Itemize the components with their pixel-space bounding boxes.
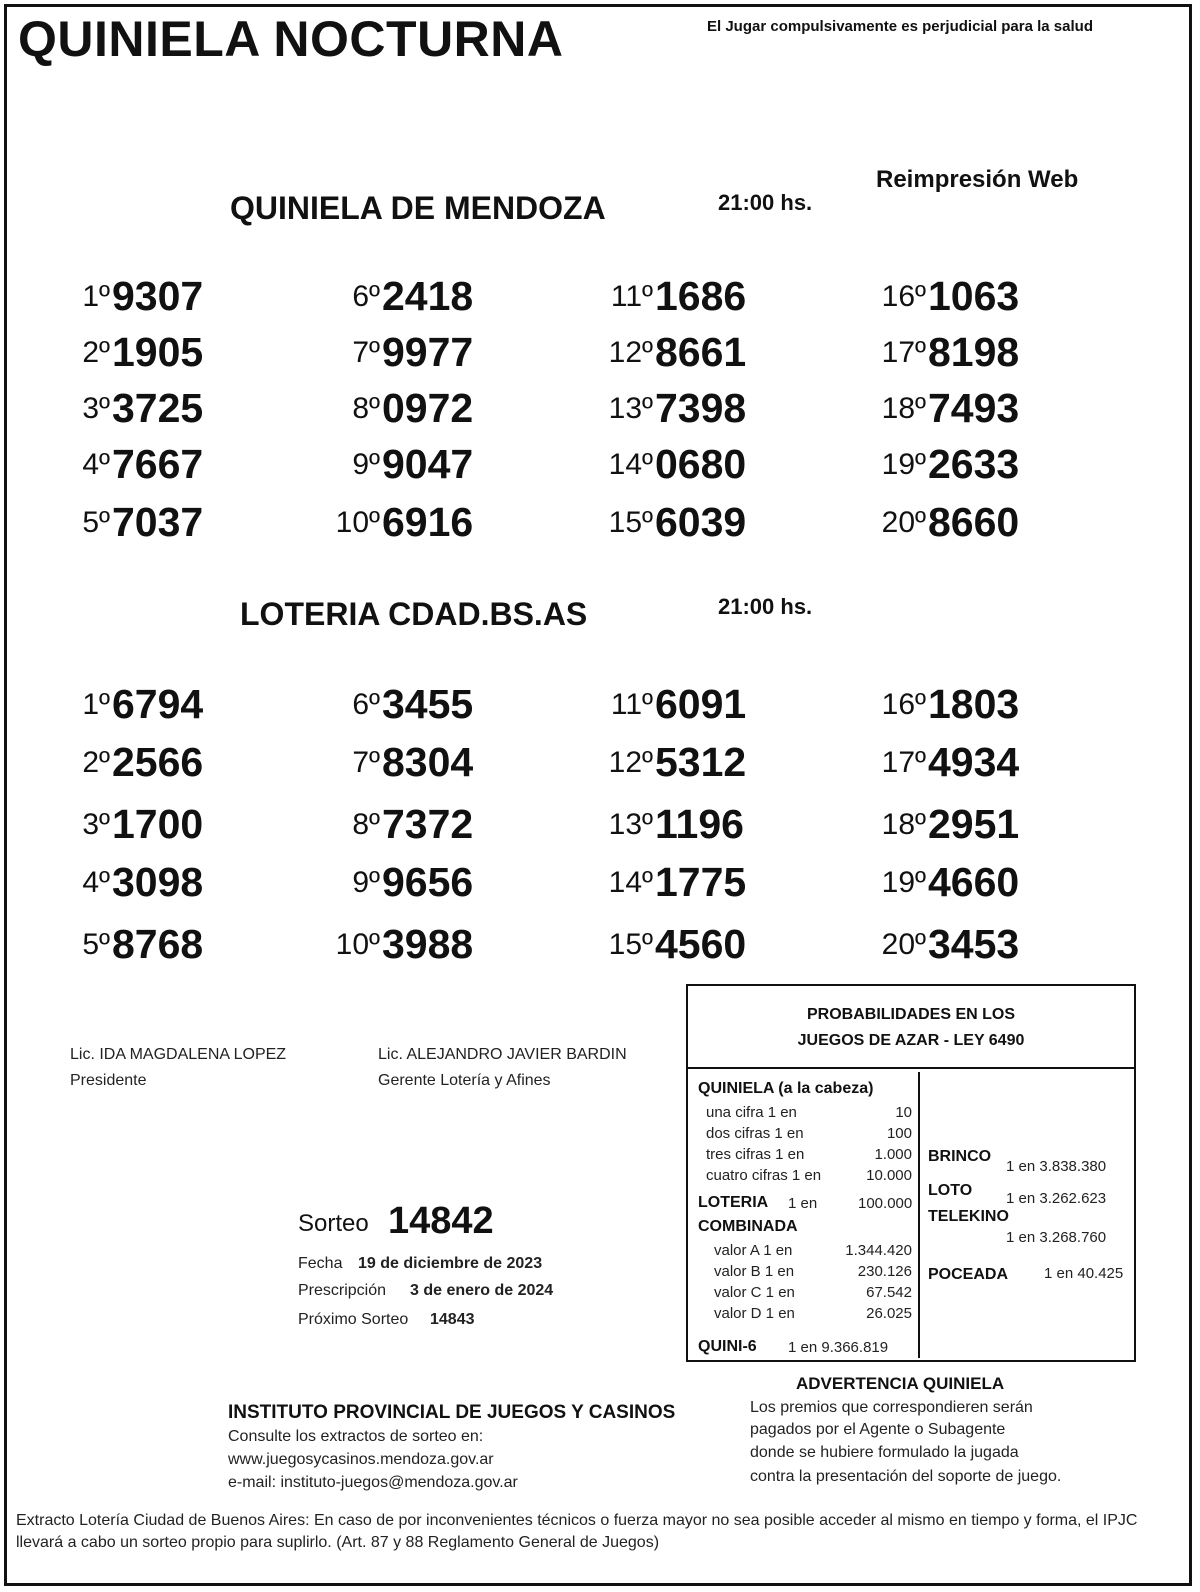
result-number: 8768: [112, 921, 204, 967]
result-cell: [0, 914, 270, 968]
result-number: 3988: [382, 921, 474, 967]
institute-info-line: Consulte los extractos de sorteo en:: [228, 1428, 484, 1445]
prob-row-label: valor A 1 en: [714, 1242, 793, 1259]
result-number: 3455: [382, 681, 474, 727]
result-cell: [0, 674, 270, 728]
result-number: 3098: [112, 859, 204, 905]
result-cell: [816, 794, 1086, 848]
result-number: 6794: [112, 681, 204, 727]
result-position: 6º: [352, 688, 380, 721]
prob-row-value: 10.000: [866, 1167, 912, 1184]
result-position: 3º: [82, 392, 110, 425]
result-position: 1º: [82, 688, 110, 721]
prob-row-label: valor D 1 en: [714, 1305, 795, 1322]
telekino-prob-label: TELEKINO: [928, 1208, 1009, 1225]
result-number: 8198: [928, 329, 1020, 375]
result-position: 6º: [352, 280, 380, 313]
reprint-label: Reimpresión Web: [876, 166, 1079, 193]
result-cell: [0, 794, 270, 848]
next-draw-label: Próximo Sorteo: [298, 1311, 409, 1328]
result-position: 9º: [352, 448, 380, 481]
result-position: 8º: [352, 808, 380, 841]
result-position: 12º: [608, 336, 653, 369]
result-number: 8304: [382, 739, 474, 785]
result-number: 6091: [655, 681, 747, 727]
result-cell: [816, 492, 1086, 546]
result-cell: [270, 852, 540, 906]
result-number: 9307: [112, 273, 204, 319]
result-number: 8660: [928, 499, 1020, 545]
result-position: 10º: [335, 506, 380, 539]
result-number: 1686: [655, 273, 747, 319]
result-cell: [0, 322, 270, 376]
result-number: 2633: [928, 441, 1020, 487]
result-number: 7667: [112, 441, 204, 487]
result-number: 9977: [382, 329, 474, 375]
loteria-prob-label: LOTERIA: [698, 1194, 769, 1211]
quiniela-prob-title: QUINIELA (a la cabeza): [698, 1080, 874, 1097]
result-cell: [270, 674, 540, 728]
result-number: 7398: [655, 385, 747, 431]
result-number: 1803: [928, 681, 1020, 727]
result-cell: [816, 852, 1086, 906]
result-cell: [816, 732, 1086, 786]
result-number: 6916: [382, 499, 474, 545]
result-number: 4934: [928, 739, 1020, 785]
result-position: 2º: [82, 746, 110, 779]
advertencia-title: ADVERTENCIA QUINIELA: [796, 1374, 1005, 1393]
result-cell: [270, 322, 540, 376]
prob-row-value: 10: [895, 1104, 912, 1121]
result-number: 4660: [928, 859, 1020, 905]
result-position: 13º: [608, 392, 653, 425]
result-number: 2418: [382, 273, 474, 319]
result-position: 17º: [881, 336, 926, 369]
result-cell: [0, 434, 270, 488]
result-cell: [0, 732, 270, 786]
result-number: 1196: [655, 801, 744, 847]
result-position: 11º: [610, 280, 653, 313]
result-number: 0972: [382, 385, 474, 431]
result-cell: [816, 322, 1086, 376]
result-position: 20º: [881, 506, 926, 539]
signature-president-name: Lic. IDA MAGDALENA LOPEZ: [70, 1046, 287, 1063]
prob-row-value: 1.344.420: [845, 1242, 912, 1259]
result-position: 7º: [352, 336, 380, 369]
result-cell: [543, 732, 813, 786]
probabilities-box: [686, 984, 1136, 1362]
result-cell: [816, 914, 1086, 968]
advertencia-line1: Los premios que correspondieren serán: [750, 1399, 1033, 1416]
result-position: 20º: [881, 928, 926, 961]
prescription-label: Prescripción: [298, 1282, 387, 1299]
poceada-prob-value: 1 en 40.425: [1044, 1265, 1124, 1282]
result-number: 2566: [112, 739, 204, 785]
institute-name: INSTITUTO PROVINCIAL DE JUEGOS Y CASINOS: [228, 1402, 676, 1423]
poceada-prob-label: POCEADA: [928, 1266, 1009, 1283]
result-position: 7º: [352, 746, 380, 779]
prescription-value: 3 de enero de 2024: [410, 1282, 554, 1299]
advertencia-line4: contra la presentación del soporte de juego.: [750, 1468, 1062, 1485]
result-cell: [270, 914, 540, 968]
prob-row-value: 26.025: [866, 1305, 912, 1322]
result-cell: [543, 322, 813, 376]
result-cell: [816, 674, 1086, 728]
brinco-prob-value: 1 en 3.838.380: [1006, 1158, 1107, 1175]
result-position: 19º: [881, 866, 926, 899]
probabilities-title-line2: JUEGOS DE AZAR - LEY 6490: [797, 1032, 1025, 1049]
result-position: 16º: [881, 280, 926, 313]
prob-row-label: tres cifras 1 en: [706, 1146, 805, 1163]
probabilities-header: [688, 986, 1134, 1069]
footer-note: Extracto Lotería Ciudad de Buenos Aires: En caso de por inconvenientes técnicos o fuerza mayor no sea posible acceder al mismo en tiempo y forma, el IPJC llevará a cabo un sorteo propio para suplirlo. (Art. 87 y 88 Reglamento General de Juegos): [16, 1512, 1138, 1551]
result-number: 9047: [382, 441, 474, 487]
draw-date-label: Fecha: [298, 1255, 343, 1272]
result-number: 3725: [112, 385, 204, 431]
probabilities-title-line1: PROBABILIDADES EN LOS: [806, 1006, 1015, 1023]
result-position: 12º: [608, 746, 653, 779]
prob-row-value: 1.000: [874, 1146, 912, 1163]
result-number: 3453: [928, 921, 1020, 967]
result-cell: [543, 674, 813, 728]
result-cell: [270, 794, 540, 848]
next-draw-value: 14843: [430, 1311, 475, 1328]
page-title: QUINIELA NOCTURNA: [18, 11, 564, 67]
result-cell: [270, 378, 540, 432]
result-number: 7037: [112, 499, 204, 545]
result-cell: [270, 732, 540, 786]
result-position: 5º: [82, 928, 110, 961]
prob-row-label: valor B 1 en: [714, 1263, 795, 1280]
result-position: 15º: [608, 928, 653, 961]
result-cell: [0, 378, 270, 432]
result-number: 5312: [655, 739, 747, 785]
result-position: 13º: [608, 808, 653, 841]
result-cell: [816, 434, 1086, 488]
result-cell: [0, 492, 270, 546]
probabilities-divider: [918, 1072, 920, 1358]
prob-row-value: 230.126: [857, 1263, 912, 1280]
result-position: 3º: [82, 808, 110, 841]
result-position: 11º: [610, 688, 653, 721]
result-cell: [543, 852, 813, 906]
result-cell: [270, 266, 540, 320]
loteria-prob-text: 1 en: [788, 1195, 818, 1212]
quini6-prob-value: 1 en 9.366.819: [788, 1339, 889, 1356]
signature-manager-name: Lic. ALEJANDRO JAVIER BARDIN: [378, 1046, 627, 1063]
result-position: 5º: [82, 506, 110, 539]
result-position: 14º: [608, 448, 653, 481]
institute-website-link[interactable]: www.juegosycasinos.mendoza.gov.ar: [228, 1451, 494, 1468]
result-position: 1º: [82, 280, 110, 313]
result-number: 4560: [655, 921, 747, 967]
result-number: 1063: [928, 273, 1020, 319]
result-position: 4º: [82, 866, 110, 899]
result-number: 9656: [382, 859, 474, 905]
advertencia-line3: donde se hubiere formulado la jugada: [750, 1444, 1019, 1461]
signature-president-role: Presidente: [70, 1072, 147, 1089]
result-number: 2951: [928, 801, 1020, 847]
result-position: 16º: [881, 688, 926, 721]
prob-row-value: 67.542: [866, 1284, 912, 1301]
result-number: 1905: [112, 329, 204, 375]
result-position: 4º: [82, 448, 110, 481]
result-number: 6039: [655, 499, 747, 545]
result-cell: [816, 266, 1086, 320]
result-cell: [816, 378, 1086, 432]
result-number: 0680: [655, 441, 747, 487]
result-cell: [0, 266, 270, 320]
result-number: 8661: [655, 329, 747, 375]
bsas-title: LOTERIA CDAD.BS.AS: [240, 596, 588, 632]
result-cell: [543, 794, 813, 848]
health-warning: El Jugar compulsivamente es perjudicial para la salud: [707, 18, 1093, 35]
result-cell: [543, 434, 813, 488]
bsas-time: 21:00 hs.: [718, 594, 813, 619]
result-position: 8º: [352, 392, 380, 425]
advertencia-line2: pagados por el Agente o Subagente: [750, 1421, 1006, 1438]
loto-prob-value: 1 en 3.262.623: [1006, 1190, 1107, 1207]
result-cell: [270, 434, 540, 488]
prob-row-label: cuatro cifras 1 en: [706, 1167, 822, 1184]
result-position: 18º: [881, 392, 926, 425]
combinada-prob-title: COMBINADA: [698, 1218, 798, 1235]
telekino-prob-value: 1 en 3.268.760: [1006, 1229, 1107, 1246]
result-position: 17º: [881, 746, 926, 779]
result-position: 15º: [608, 506, 653, 539]
result-number: 7493: [928, 385, 1020, 431]
result-cell: [543, 266, 813, 320]
mendoza-title: QUINIELA DE MENDOZA: [230, 190, 606, 226]
prob-row-label: dos cifras 1 en: [706, 1125, 804, 1142]
result-position: 19º: [881, 448, 926, 481]
result-cell: [543, 492, 813, 546]
mendoza-time: 21:00 hs.: [718, 190, 813, 215]
result-cell: [270, 492, 540, 546]
result-position: 10º: [335, 928, 380, 961]
draw-number: 14842: [388, 1200, 494, 1242]
result-cell: [543, 378, 813, 432]
result-number: 7372: [382, 801, 474, 847]
result-cell: [0, 852, 270, 906]
result-number: 1700: [112, 801, 204, 847]
prob-row-label: una cifra 1 en: [706, 1104, 797, 1121]
quini6-prob-label: QUINI-6: [698, 1338, 757, 1355]
loto-prob-label: LOTO: [928, 1182, 973, 1199]
draw-label: Sorteo: [298, 1210, 369, 1237]
brinco-prob-label: BRINCO: [928, 1148, 992, 1165]
institute-email-link[interactable]: e-mail: instituto-juegos@mendoza.gov.ar: [228, 1474, 518, 1491]
result-number: 1775: [655, 859, 747, 905]
draw-date-value: 19 de diciembre de 2023: [358, 1255, 543, 1272]
result-position: 2º: [82, 336, 110, 369]
result-position: 14º: [608, 866, 653, 899]
result-cell: [543, 914, 813, 968]
result-position: 9º: [352, 866, 380, 899]
result-position: 18º: [881, 808, 926, 841]
loteria-prob-value: 100.000: [858, 1195, 913, 1212]
signature-manager-role: Gerente Lotería y Afines: [378, 1072, 551, 1089]
prob-row-label: valor C 1 en: [714, 1284, 795, 1301]
prob-row-value: 100: [886, 1125, 912, 1142]
